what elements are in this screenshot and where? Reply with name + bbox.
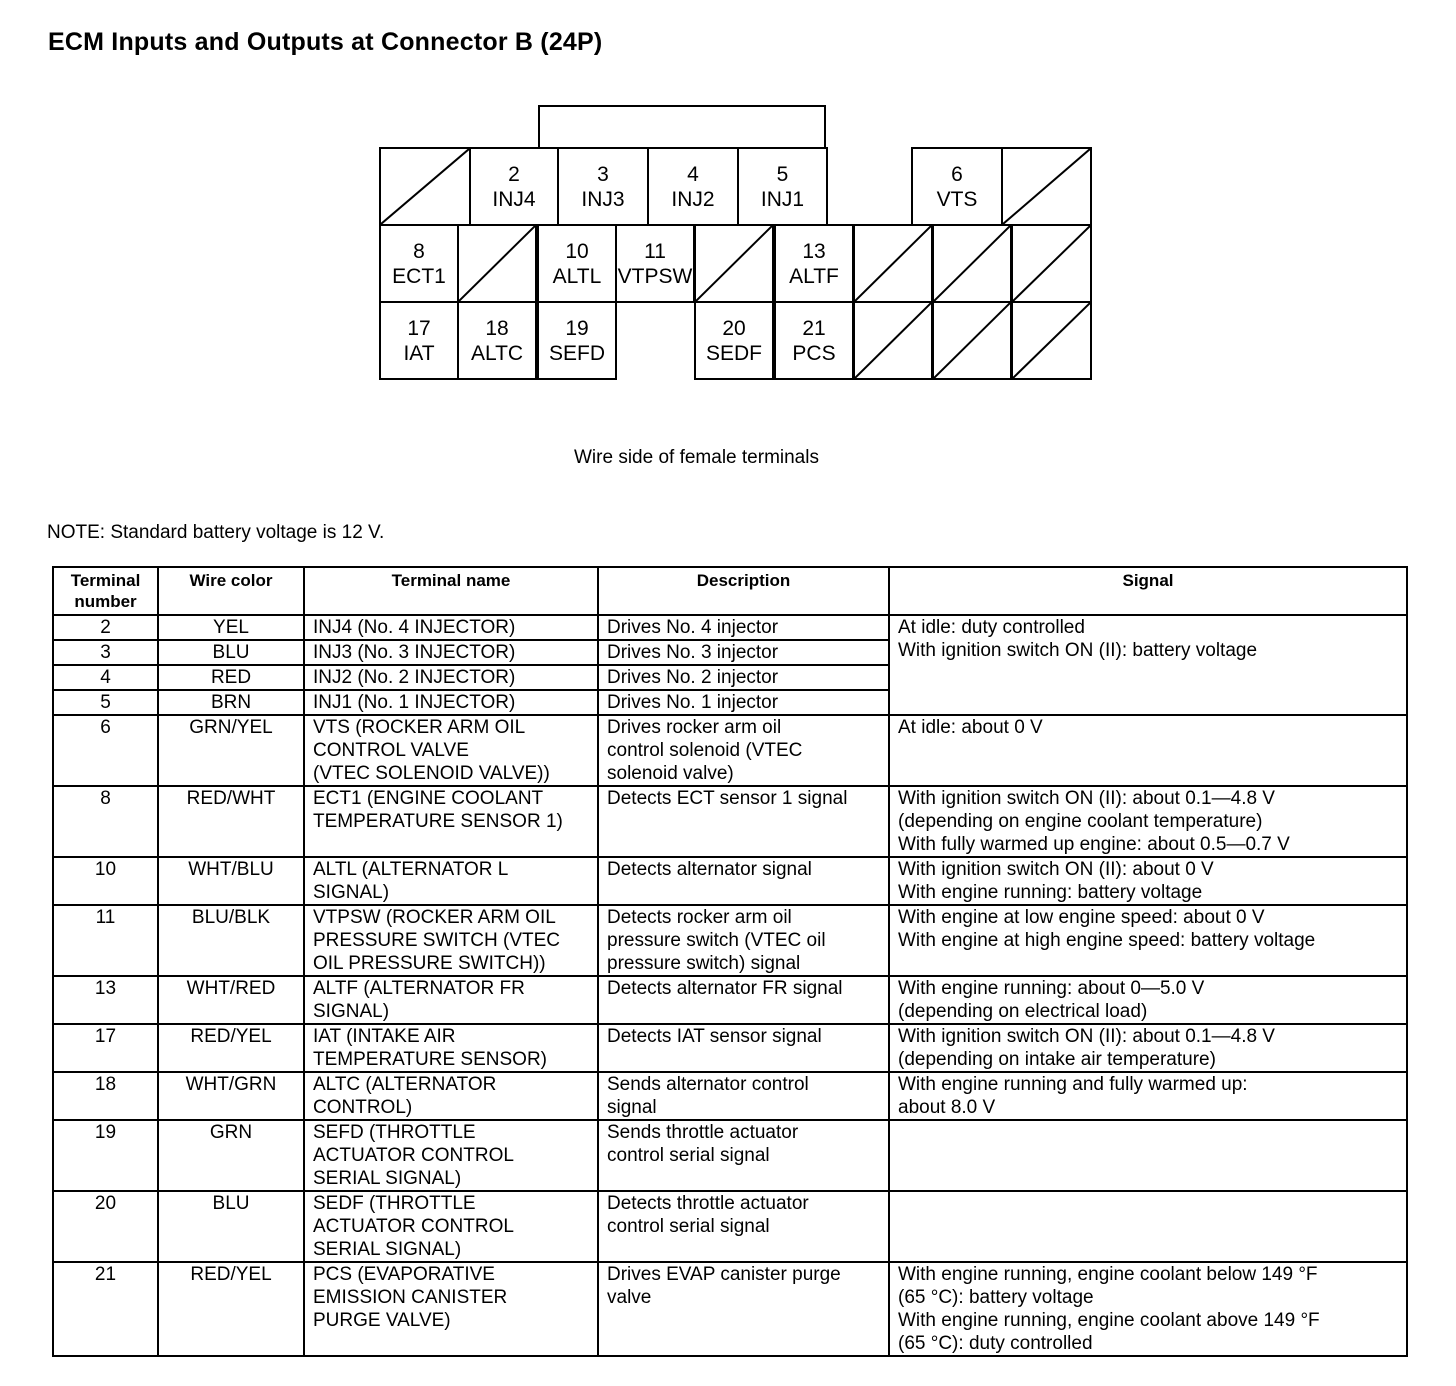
cell-line: With ignition switch ON (II): about 0.1—4.8 V xyxy=(898,1026,1275,1047)
cell-line: ACTUATOR CONTROL xyxy=(313,1145,514,1166)
cell-line: TEMPERATURE SENSOR 1) xyxy=(313,811,563,832)
terminal-label: INJ1 xyxy=(760,188,805,211)
terminal-number-cell: 20 xyxy=(53,1191,158,1262)
terminal-13 xyxy=(774,224,854,303)
cell-line: SERIAL SIGNAL) xyxy=(313,1239,462,1260)
header-terminal-name: Terminal name xyxy=(304,567,598,615)
signal-cell xyxy=(889,1120,1407,1191)
terminal-number-cell: 19 xyxy=(53,1120,158,1191)
terminal-name-cell xyxy=(304,1191,598,1262)
empty-terminal-cell xyxy=(853,301,933,380)
cell-line: control solenoid (VTEC xyxy=(607,740,803,761)
cell-line: With fully warmed up engine: about 0.5—0.7 V xyxy=(898,834,1290,855)
cell-line: signal xyxy=(607,1097,657,1118)
cell-line: Drives No. 2 injector xyxy=(607,667,779,688)
cell-line: Detects alternator FR signal xyxy=(607,978,843,999)
cell-line: about 8.0 V xyxy=(898,1097,996,1118)
table-row xyxy=(53,905,1407,976)
terminal-label: ALTL xyxy=(552,265,602,288)
terminal-label: IAT xyxy=(403,342,435,365)
wire-color-cell: GRN xyxy=(158,1120,304,1191)
terminal-number: 21 xyxy=(802,317,826,340)
terminal-4 xyxy=(647,147,739,226)
signal-cell xyxy=(889,1262,1407,1356)
cell-line: Detects alternator signal xyxy=(607,859,812,880)
wire-color-cell: WHT/BLU xyxy=(158,857,304,905)
wire-color-cell: BLU xyxy=(158,1191,304,1262)
cell-line: SEDF (THROTTLE xyxy=(313,1193,476,1214)
table-row xyxy=(53,1191,1407,1262)
description-cell xyxy=(598,715,889,786)
terminal-label: INJ4 xyxy=(492,188,536,211)
cell-line: INJ2 (No. 2 INJECTOR) xyxy=(313,667,516,688)
terminal-number: 5 xyxy=(776,163,789,186)
cell-line: ALTL (ALTERNATOR L xyxy=(313,859,509,880)
cell-line: INJ3 (No. 3 INJECTOR) xyxy=(313,642,516,663)
empty-terminal-cell xyxy=(853,224,933,303)
wire-color-cell: GRN/YEL xyxy=(158,715,304,786)
description-cell xyxy=(598,615,889,640)
table-header-row xyxy=(53,567,1407,615)
cell-line: With engine running: battery voltage xyxy=(898,882,1203,903)
terminal-label: INJ2 xyxy=(671,188,715,211)
cell-line: ACTUATOR CONTROL xyxy=(313,1216,514,1237)
description-cell xyxy=(598,1262,889,1356)
signal-cell xyxy=(889,976,1407,1024)
empty-terminal-cell xyxy=(379,147,471,226)
cell-line: TEMPERATURE SENSOR) xyxy=(313,1049,548,1070)
cell-line: (depending on intake air temperature) xyxy=(898,1049,1216,1070)
empty-terminal-cell xyxy=(457,224,537,303)
terminal-label: ALTC xyxy=(470,342,524,365)
cell-line: control serial signal xyxy=(607,1145,770,1166)
description-cell xyxy=(598,857,889,905)
terminal-number-cell: 8 xyxy=(53,786,158,857)
terminal-3 xyxy=(557,147,649,226)
description-cell xyxy=(598,976,889,1024)
cell-line: Sends alternator control xyxy=(607,1074,809,1095)
cell-line: Detects rocker arm oil xyxy=(607,907,792,928)
description-cell xyxy=(598,905,889,976)
terminal-number-cell: 18 xyxy=(53,1072,158,1120)
description-cell xyxy=(598,1072,889,1120)
terminal-number-cell: 21 xyxy=(53,1262,158,1356)
cell-line: PURGE VALVE) xyxy=(313,1310,451,1331)
signal-cell xyxy=(889,615,1407,715)
description-cell xyxy=(598,665,889,690)
terminal-label: INJ3 xyxy=(581,188,625,211)
wire-color-cell: YEL xyxy=(158,615,304,640)
note-text: NOTE: Standard battery voltage is 12 V. xyxy=(47,522,385,543)
terminal-number: 11 xyxy=(644,240,666,263)
terminal-number-cell: 4 xyxy=(53,665,158,690)
cell-line: (65 °C): duty controlled xyxy=(898,1333,1093,1354)
terminal-20 xyxy=(694,301,774,380)
cell-line: VTS (ROCKER ARM OIL xyxy=(313,717,526,738)
cell-line: INJ1 (No. 1 INJECTOR) xyxy=(313,692,516,713)
terminal-number: 19 xyxy=(565,317,589,340)
cell-line: (depending on engine coolant temperature) xyxy=(898,811,1263,832)
header-signal: Signal xyxy=(889,567,1407,615)
terminal-name-cell xyxy=(304,1024,598,1072)
empty-terminal-cell xyxy=(932,301,1012,380)
terminal-11 xyxy=(615,224,695,303)
terminal-number: 4 xyxy=(687,163,699,186)
signal-cell xyxy=(889,1191,1407,1262)
header-wire-color: Wire color xyxy=(158,567,304,615)
cell-line: SIGNAL) xyxy=(313,1001,390,1022)
cell-line: SIGNAL) xyxy=(313,882,390,903)
signal-cell xyxy=(889,786,1407,857)
terminal-name-cell xyxy=(304,976,598,1024)
terminal-name-cell xyxy=(304,905,598,976)
signal-cell xyxy=(889,715,1407,786)
empty-terminal-cell xyxy=(694,224,774,303)
cell-line: SERIAL SIGNAL) xyxy=(313,1168,462,1189)
wire-color-cell: RED/WHT xyxy=(158,786,304,857)
terminal-21 xyxy=(774,301,854,380)
terminal-name-cell xyxy=(304,690,598,715)
terminal-number-cell: 2 xyxy=(53,615,158,640)
terminal-number: 6 xyxy=(951,163,963,186)
cell-line: Drives EVAP canister purge xyxy=(607,1264,841,1285)
cell-line: Drives rocker arm oil xyxy=(607,717,782,738)
table-row xyxy=(53,976,1407,1024)
cell-line: With engine running and fully warmed up: xyxy=(898,1074,1248,1095)
cell-line: CONTROL VALVE xyxy=(313,740,469,761)
cell-line: PRESSURE SWITCH (VTEC xyxy=(313,930,561,951)
terminal-label: PCS xyxy=(792,342,836,365)
wire-color-cell: BLU xyxy=(158,640,304,665)
cell-line: With engine running: about 0—5.0 V xyxy=(898,978,1205,999)
cell-line: Detects ECT sensor 1 signal xyxy=(607,788,848,809)
cell-line: With engine running, engine coolant below 149 °F xyxy=(898,1264,1318,1285)
header-terminal-number: Terminal number xyxy=(53,567,158,615)
terminal-label: VTS xyxy=(936,188,978,211)
signal-cell xyxy=(889,1072,1407,1120)
io-table xyxy=(52,566,1408,1357)
wire-color-cell: BLU/BLK xyxy=(158,905,304,976)
table-row xyxy=(53,1120,1407,1191)
terminal-number: 18 xyxy=(485,317,509,340)
description-cell xyxy=(598,1191,889,1262)
cell-line: (65 °C): battery voltage xyxy=(898,1287,1094,1308)
cell-line: Detects throttle actuator xyxy=(607,1193,809,1214)
terminal-number-cell: 3 xyxy=(53,640,158,665)
terminal-8 xyxy=(379,224,459,303)
cell-line: SEFD (THROTTLE xyxy=(313,1122,476,1143)
cell-line: solenoid valve) xyxy=(607,763,734,784)
table-row xyxy=(53,615,1407,640)
cell-line: valve xyxy=(607,1287,652,1308)
cell-line: With ignition switch ON (II): about 0 V xyxy=(898,859,1214,880)
empty-terminal-cell xyxy=(1001,147,1092,226)
description-cell xyxy=(598,690,889,715)
terminal-label: SEFD xyxy=(548,342,605,365)
terminal-number: 2 xyxy=(508,163,520,186)
terminal-name-cell xyxy=(304,1072,598,1120)
terminal-2 xyxy=(469,147,559,226)
table-row xyxy=(53,715,1407,786)
cell-line: IAT (INTAKE AIR xyxy=(313,1026,456,1047)
cell-line: OIL PRESSURE SWITCH)) xyxy=(313,953,546,974)
description-cell xyxy=(598,786,889,857)
terminal-number: 13 xyxy=(802,240,826,263)
terminal-number-cell: 13 xyxy=(53,976,158,1024)
cell-line: ALTF (ALTERNATOR FR xyxy=(313,978,525,999)
wire-color-cell: BRN xyxy=(158,690,304,715)
description-cell xyxy=(598,1024,889,1072)
cell-line: Sends throttle actuator xyxy=(607,1122,799,1143)
cell-line: CONTROL) xyxy=(313,1097,413,1118)
terminal-name-cell xyxy=(304,1120,598,1191)
table-row xyxy=(53,786,1407,857)
table-row xyxy=(53,1262,1407,1356)
terminal-number: 3 xyxy=(597,163,609,186)
cell-line: control serial signal xyxy=(607,1216,770,1237)
terminal-number-cell: 5 xyxy=(53,690,158,715)
terminal-number-cell: 17 xyxy=(53,1024,158,1072)
cell-line: At idle: about 0 V xyxy=(898,717,1043,738)
description-cell xyxy=(598,1120,889,1191)
terminal-10 xyxy=(537,224,617,303)
terminal-number-cell: 6 xyxy=(53,715,158,786)
cell-line: PCS (EVAPORATIVE xyxy=(313,1264,495,1285)
cell-line: pressure switch (VTEC oil xyxy=(607,930,826,951)
cell-line: ALTC (ALTERNATOR xyxy=(313,1074,497,1095)
terminal-number-cell: 10 xyxy=(53,857,158,905)
connector-caption: Wire side of female terminals xyxy=(574,447,819,468)
wire-color-cell: RED/YEL xyxy=(158,1262,304,1356)
empty-terminal-cell xyxy=(1011,301,1092,380)
terminal-label: SEDF xyxy=(705,342,762,365)
cell-line: With engine at high engine speed: battery voltage xyxy=(898,930,1316,951)
signal-cell xyxy=(889,905,1407,976)
cell-line: With engine at low engine speed: about 0 V xyxy=(898,907,1265,928)
terminal-5 xyxy=(737,147,828,226)
cell-line: At idle: duty controlled xyxy=(898,617,1085,638)
cell-line: (VTEC SOLENOID VALVE)) xyxy=(313,763,550,784)
cell-line: Detects IAT sensor signal xyxy=(607,1026,822,1047)
signal-cell xyxy=(889,857,1407,905)
terminal-number: 20 xyxy=(722,317,746,340)
terminal-number: 17 xyxy=(407,317,431,340)
terminal-name-cell xyxy=(304,786,598,857)
page-title: ECM Inputs and Outputs at Connector B (24P) xyxy=(48,28,603,56)
cell-line: INJ4 (No. 4 INJECTOR) xyxy=(313,617,516,638)
empty-terminal-cell xyxy=(932,224,1012,303)
cell-line: With ignition switch ON (II): battery voltage xyxy=(898,640,1258,661)
terminal-number: 10 xyxy=(565,240,589,263)
terminal-label: ECT1 xyxy=(392,265,446,288)
header-description: Description xyxy=(598,567,889,615)
terminal-name-cell xyxy=(304,640,598,665)
cell-line: pressure switch) signal xyxy=(607,953,801,974)
cell-line: (depending on electrical load) xyxy=(898,1001,1148,1022)
cell-line: EMISSION CANISTER xyxy=(313,1287,508,1308)
terminal-number: 8 xyxy=(413,240,425,263)
cell-line: With ignition switch ON (II): about 0.1—4.8 V xyxy=(898,788,1275,809)
cell-line: VTPSW (ROCKER ARM OIL xyxy=(313,907,556,928)
cell-line: Drives No. 1 injector xyxy=(607,692,779,713)
table-row xyxy=(53,1024,1407,1072)
cell-line: ECT1 (ENGINE COOLANT xyxy=(313,788,544,809)
terminal-name-cell xyxy=(304,715,598,786)
wire-color-cell: WHT/RED xyxy=(158,976,304,1024)
wire-color-cell: WHT/GRN xyxy=(158,1072,304,1120)
terminal-name-cell xyxy=(304,615,598,640)
table-row xyxy=(53,857,1407,905)
wire-color-cell: RED/YEL xyxy=(158,1024,304,1072)
wire-color-cell: RED xyxy=(158,665,304,690)
terminal-name-cell xyxy=(304,857,598,905)
terminal-label: VTPSW xyxy=(617,265,693,288)
signal-cell xyxy=(889,1024,1407,1072)
empty-terminal-cell xyxy=(1011,224,1092,303)
cell-line: Drives No. 4 injector xyxy=(607,617,779,638)
terminal-number-cell: 11 xyxy=(53,905,158,976)
terminal-name-cell xyxy=(304,1262,598,1356)
description-cell xyxy=(598,640,889,665)
terminal-label: ALTF xyxy=(789,265,839,288)
terminal-18 xyxy=(457,301,537,380)
connector-lock-tab xyxy=(538,105,826,147)
terminal-name-cell xyxy=(304,665,598,690)
terminal-19 xyxy=(537,301,617,380)
cell-line: Drives No. 3 injector xyxy=(607,642,779,663)
table-row xyxy=(53,1072,1407,1120)
terminal-6 xyxy=(911,147,1003,226)
terminal-17 xyxy=(379,301,459,380)
cell-line: With engine running, engine coolant above 149 °F xyxy=(898,1310,1320,1331)
